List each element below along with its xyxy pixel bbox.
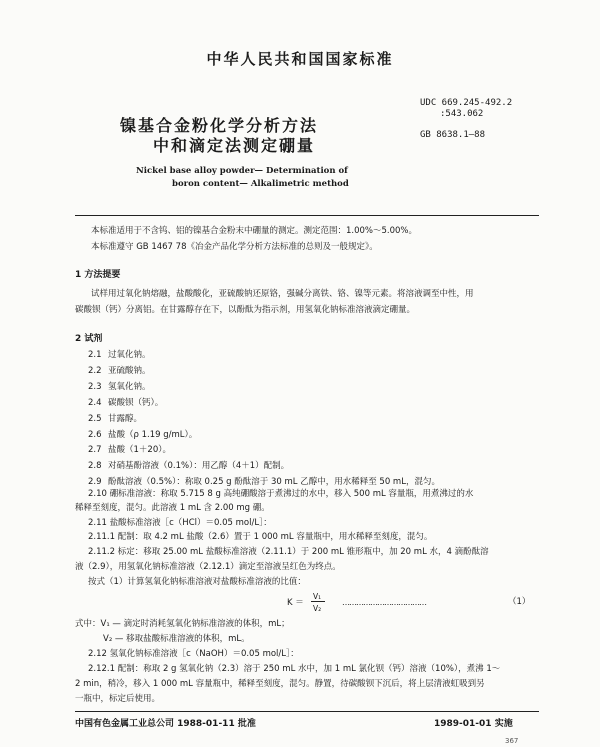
reagent-item-number: 2.4 [88,397,102,408]
effective-date: 1989-01-01 实施 [434,719,513,729]
english-title-line2: boron content— Alkalimetric method [172,179,349,189]
where-v1: 式中：V₁ — 滴定时消耗氢氧化钠标准溶液的体积，mL； [75,619,290,629]
item-2-11-2-line1: 2.11.2 标定：移取 25.00 mL 盐酸标准溶液（2.11.1）于 200 mL 锥形瓶中，加 20 mL 水，4 滴酚酞溶 [88,547,489,557]
udc-code-line2: :543.062 [440,109,484,119]
page-number: 367 [505,737,519,745]
reagent-item-number: 2.5 [88,413,102,424]
reagent-item [88,413,142,426]
reagent-item-text: 甘露醇。 [108,413,143,424]
reagent-item-text: 酚酞溶液（0.5%）：称取 0.25 g 酚酞溶于 30 mL 乙醇中，用水稀释至 50 mL，混匀。 [108,477,440,488]
item-2-10-line2: 稀释至刻度，混匀。此溶液 1 mL 含 2.00 mg 硼。 [75,503,270,513]
scope-paragraph: 本标准适用于不含钨、铝的镍基合金粉末中硼量的测定。测定范围：1.00%～5.00%。 [91,226,418,236]
reagent-item-text: 盐酸（1＋20）。 [108,445,171,456]
reagent-item-text: 过氧化钠。 [108,350,151,360]
reagent-item-text: 亚硫酸钠。 [108,365,151,376]
section1-text-line1: 试样用过氧化钠熔融，盐酸酸化，亚硫酸钠还原铬，强碱分离铁、铬、镍等元素。将溶液调至中性，用 [91,289,474,299]
ratio-intro: 按式（1）计算氢氧化钠标准溶液对盐酸标准溶液的比值： [88,577,306,587]
reagent-item [88,365,151,378]
gb-number: GB 8638.1—88 [420,130,486,140]
reagent-item-number: 2.1 [88,350,102,360]
reagent-item-number: 2.3 [88,381,102,392]
item-2-10-line1: 2.10 硼标准溶液：称取 5.715 8 g 高纯硼酸溶于煮沸过的水中，移入 500 mL 容量瓶，用煮沸过的水 [88,489,474,499]
reagent-item-number: 2.2 [88,365,102,376]
reagent-item-number: 2.9 [88,477,102,488]
reagent-item [88,460,289,473]
reagent-item-number: 2.7 [88,445,102,456]
header-divider [75,215,539,216]
reagent-item-text: 盐酸（ρ 1.19 g/mL）。 [108,429,198,440]
item-2-11-1: 2.11.1 配制：取 4.2 mL 盐酸（2.6）置于 1 000 mL 容量瓶中，用水稀释至刻度，混匀。 [88,532,433,542]
document-title-line1: 镍基合金粉化学分析方法 [120,116,319,135]
reagent-item [88,397,163,410]
reagent-item-text: 对硝基酚溶液（0.1%）：用乙醇（4＋1）配制。 [108,461,290,472]
section1-heading: 1 方法提要 [75,270,121,280]
reagent-item-number: 2.6 [88,429,102,440]
english-title-line1: Nickel base alloy powder— Determination of [136,166,348,176]
footer-divider [75,711,539,712]
item-2-11-2-line2: 液（2.9），用氢氧化钠标准溶液（2.12.1）滴定至溶液呈红色为终点。 [75,562,341,572]
formula-denominator: V₂ [313,604,322,613]
reagent-item [88,444,171,457]
document-title-line2: 中和滴定法测定硼量 [153,136,316,155]
where-v2: V₂ — 移取盐酸标准溶液的体积，mL。 [103,634,250,644]
item-2-12-1-line3: 一瓶中，标定后使用。 [75,694,161,704]
item-2-12-1-line1: 2.12.1 配制：称取 2 g 氢氧化钠（2.3）溶于 250 mL 水中，加 1 mL 氯化钡（钙）溶液（10%），煮沸 1～ [88,664,501,674]
item-2-12: 2.12 氢氧化钠标准溶液［c（NaOH）＝0.05 mol/L］： [88,649,299,659]
formula-numerator: V₁ [313,592,322,601]
udc-code-line1: UDC 669.245-492.2 [420,98,513,108]
formula-dots: ……………………………… [342,598,426,607]
section2-heading: 2 试剂 [75,334,103,344]
approval-text: 中国有色金属工业总公司 1988-01-11 批准 [75,719,256,729]
reagent-item [88,429,197,442]
formula-lhs: K ＝ [287,598,304,608]
reagent-item [88,381,151,394]
formula-number: （1） [508,597,531,607]
section1-text-line2: 碳酸钡（钙）分离铝。在甘露醇存在下，以酚酞为指示剂，用氢氧化钠标准溶液滴定硼量。 [75,305,416,315]
item-2-12-1-line2: 2 min，稍冷，移入 1 000 mL 容量瓶中，稀释至刻度，混匀。静置，待碳酸钡下沉后，将上层清液虹吸到另 [75,679,485,689]
reagent-item-text: 氢氧化钠。 [108,381,151,392]
standard-agency-header: 中华人民共和国国家标准 [206,50,394,68]
compliance-paragraph: 本标准遵守 GB 1467 78《冶金产品化学分析方法标准的总则及一般规定》。 [91,242,378,252]
reagent-item-number: 2.8 [88,461,102,472]
reagent-item-text: 碳酸钡（钙）。 [108,397,164,408]
reagent-item [88,349,151,362]
item-2-11: 2.11 盐酸标准溶液［c（HCl）＝0.05 mol/L］： [88,518,272,528]
